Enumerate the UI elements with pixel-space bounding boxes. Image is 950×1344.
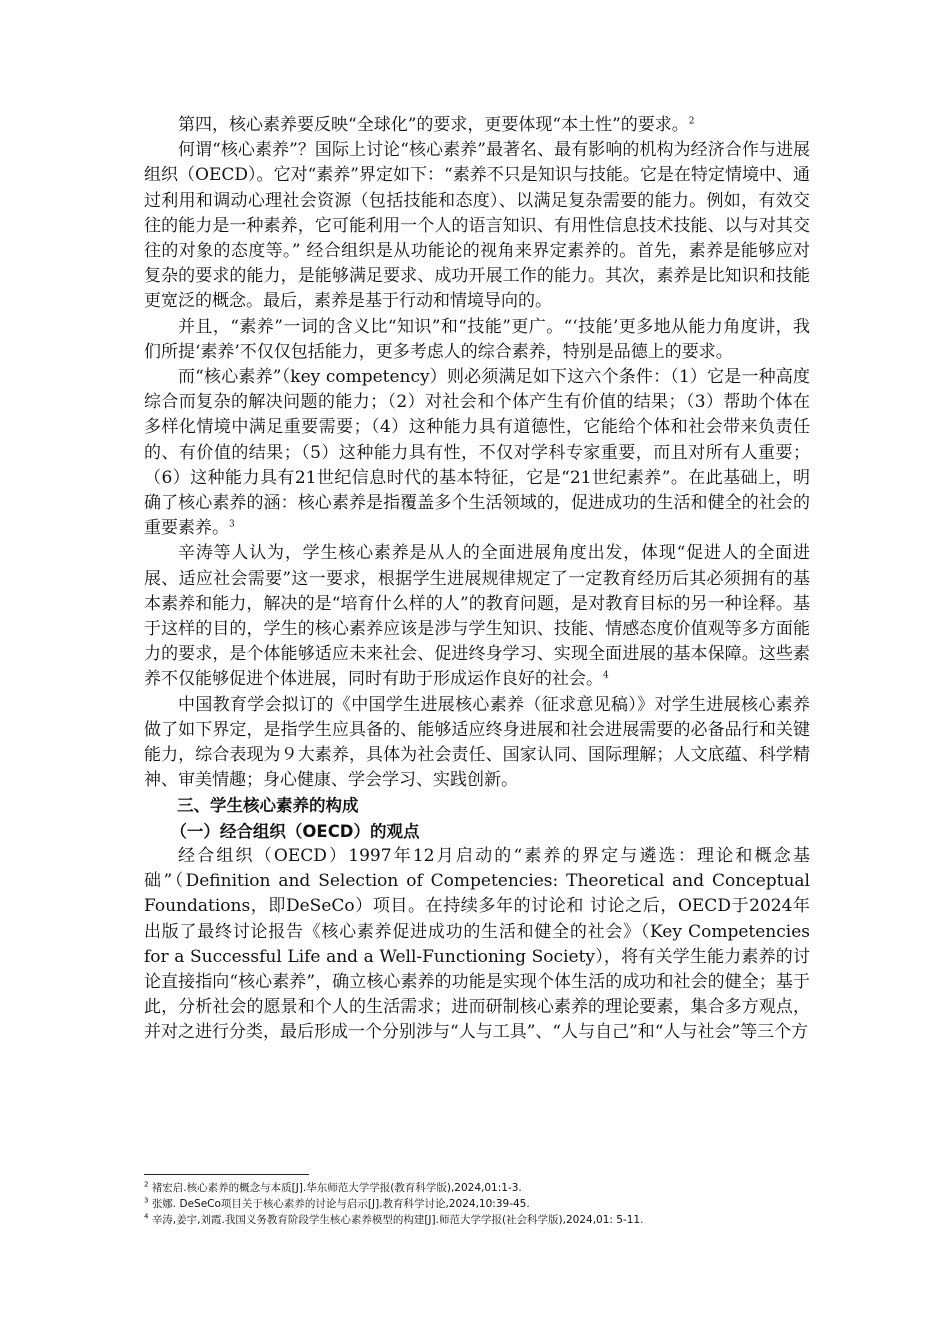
footnote-3: $^3$ 张娜. DeSeCo项目关于核心素养的讨论与启示[J].教育科学讨论,2024,10:39-45. [144,1196,530,1210]
paragraph-2: 何谓“核心素养”？国际上讨论“核心素养”最著名、最有影响的机构为经济合作与进展组织（OECD）。它对“素养”界定如下：“素养不只是知识与技能。它是在特定情境中、通过利用和调动心理社会资源（包括技能和态度）、以满足复杂需要的能力。例如，有效交往的能力是一种素养，它可能利用一个人的语言知识、有用性信息技术技能、以与对其交往的对象的态度等。” 经合组织是从功能论的视角来界定素养的。首先，素养是能够应对复杂的要求的能力，是能够满足要求、成功开展工作的能力。其次，素养是比知识和技能更宽泛的概念。最后，素养是基于行动和情境导向的。 [144,140,810,312]
paragraph-6: 中国教育学会拟订的《中国学生进展核心素养（征求意见稿）》对学生进展核心素养做了如下界定，是指学生应具备的、能够适应终身进展和社会进展需要的必备品行和关键能力，综合表现为９大素养，具体为社会责任、国家认同、国际理解；人文底蕴、科学精神、审美情趣；身心健康、学会学习、实践创新。 [144,694,810,791]
subsection-heading: （一）经合组织（OECD）的观点 [170,821,420,841]
footnote-divider [144,1174,309,1175]
paragraph-7: 经合组织（OECD）1997年12月启动的“素养的界定与遴选：理论和概念基础”（Definition and Selection of Competencies: Theoretical and Conceptual Foundations，即DeSeCo）项目。在持续多年的讨论和 讨论之后，OECD于2024年出版了最终讨论报告《核心素养促进成功的生活和健全的社会》（Key Competencies for a Successful Life and a Well-Functioning Society），将有关学生能力素养的讨论直接指向“核心素养”，确立核心素养的功能是实现个体生活的成功和社会的健全；基于此，分析社会的愿景和个人的生活需求；进而研制核心素养的理论要素，集合多方观点，并对之进行分类，最后形成一个分别涉与“人与工具”、“人与自己”和“人与社会”等三个方 [144,845,810,1043]
footnote-4: $^4$ 辛涛,姜宇,刘霞.我国义务教育阶段学生核心素养模型的构建[J].师范大学学报(社会科学版),2024,01: 5-11. [144,1212,644,1226]
paragraph-3: 并且，“素养”一词的含义比“知识”和“技能”更广。“‘技能’更多地从能力角度讲，我们所提‘素养’不仅仅包括能力，更多考虑人的综合素养，特别是品德上的要求。 [144,316,810,362]
paragraph-4: 而“核心素养”（key competency）则必须满足如下这六个条件：（1）它是一种高度综合而复杂的解决问题的能力；（2）对社会和个体产生有价值的结果；（3）帮助个体在多样化情境中满足重要需要；（4）这种能力具有道德性，它能给个体和社会带来负责任的、有价值的结果；（5）这种能力具有性，不仅对学科专家重要，而且对所有人重要；（6）这种能力具有21世纪信息时代的基本特征，它是“21世纪素养”。在此基础上，明确了核心素养的涵：核心素养是指覆盖多个生活领域的，促进成功的生活和健全的社会的重要素养。$^3$ [144,367,810,539]
footnote-2: $^2$ 褚宏启.核心素养的概念与本质[J].华东师范大学学报(教育科学版),2024,01:1-3. [144,1180,522,1194]
footnote-ref-4: 4 [603,670,609,681]
paragraph-1: 第四，核心素养要反映“全球化”的要求，更要体现“本土性”的要求。$^2$ [178,115,695,135]
paragraph-5: 辛涛等人认为，学生核心素养是从人的全面进展角度出发，体现“促进人的全面进展、适应社会需要”这一要求，根据学生进展规律规定了一定教育经历后其必须拥有的基本素养和能力，解决的是“培育什么样的人”的教育问题，是对教育目标的另一种诠释。基于这样的目的，学生的核心素养应该是涉与学生知识、技能、情感态度价值观等多方面能力的要求，是个体能够适应未来社会、促进终身学习、实现全面进展的基本保障。这些素养不仅能够促进个体进展，同时有助于形成运作良好的社会。$^4$ [144,543,810,690]
footnotes [144,1180,824,1228]
body-text [144,113,810,1046]
footnote-ref-3: 3 [229,519,235,530]
section-heading: 三、学生核心素养的构成 [177,796,359,816]
footnote-ref-2: 2 [688,116,695,127]
